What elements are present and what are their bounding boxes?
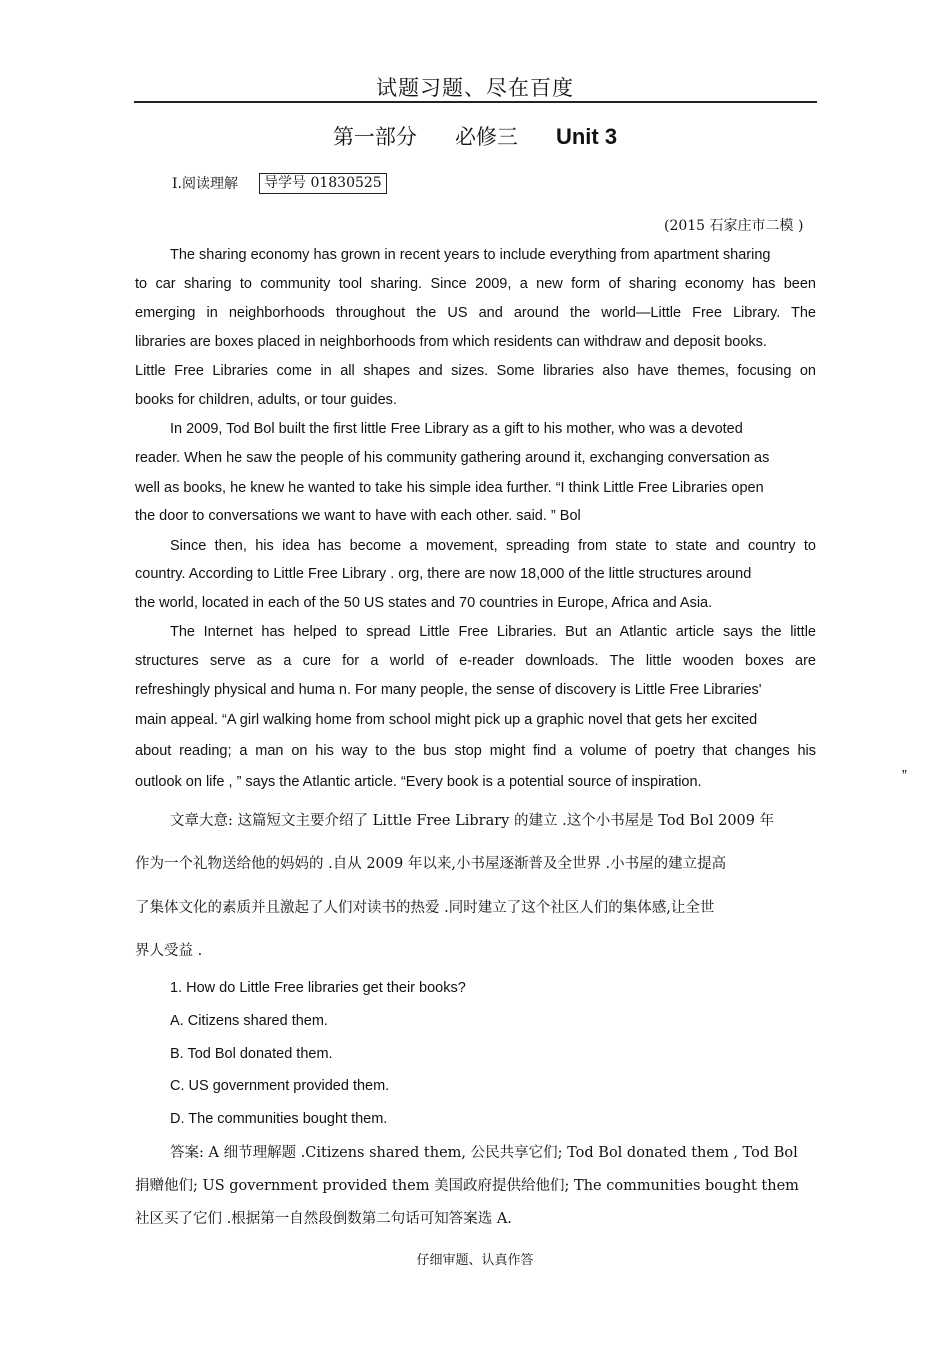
answer-line: 捐赠他们; US government provided them 美国政府提供给他们; The communities bought them [135, 1178, 799, 1194]
answer-line: 答案: A 细节理解题 .Citizens shared them, 公民共享它们; Tod Bol donated them , Tod Bol [170, 1145, 798, 1161]
header-divider [134, 101, 817, 103]
passage-line: to car sharing to community tool sharing. Since 2009, a new form of sharing economy has been [135, 276, 816, 292]
passage-line: refreshingly physical and huma n. For many people, the sense of discovery is Little Free Libraries' [135, 682, 762, 698]
passage-line: books for children, adults, or tour guides. [135, 392, 397, 408]
source-note: (2015 石家庄市二模 ) [664, 218, 804, 234]
passage-end-quote: ” [902, 768, 907, 784]
passage-line: The Internet has helped to spread Little Free Libraries. But an Atlantic article says the little [170, 624, 816, 640]
passage-line: country. According to Little Free Library . org, there are now 18,000 of the little structures around [135, 566, 752, 582]
option-c: C. US government provided them. [170, 1078, 390, 1094]
summary-line: 作为一个礼物送给他的妈妈的 .自从 2009 年以来,小书屋逐渐普及全世界 .小书屋的建立提高 [135, 856, 727, 872]
passage-line: well as books, he knew he wanted to take his simple idea further. “I think Little Free Libraries open [135, 480, 764, 496]
section-unit: Unit 3 [555, 124, 618, 149]
page-footer: 仔细审题、认真作答 [416, 1253, 534, 1268]
option-b: B. Tod Bol donated them. [170, 1046, 333, 1062]
option-a: A. Citizens shared them. [170, 1013, 328, 1029]
passage-line: reader. When he saw the people of his community gathering around it, exchanging conversation as [135, 450, 770, 466]
passage-line: Little Free Libraries come in all shapes and sizes. Some libraries also have themes, focusing on [135, 363, 816, 379]
option-d: D. The communities bought them. [170, 1111, 388, 1127]
summary-line: 界人受益 . [135, 943, 203, 959]
passage-line: about reading; a man on his way to the bus stop might find a volume of poetry that changes his [135, 743, 816, 759]
passage-line: the door to conversations we want to have with each other. said. ” Bol [135, 508, 581, 524]
passage-line: the world, located in each of the 50 US states and 70 countries in Europe, Africa and Asia. [135, 595, 713, 611]
passage-line: main appeal. “A girl walking home from school might pick up a graphic novel that gets her excited [135, 712, 758, 728]
passage-line: structures serve as a cure for a world of e-reader downloads. The little wooden boxes are [135, 653, 816, 669]
exercise-label: Ⅰ.阅读理解 [172, 176, 238, 192]
question-stem: 1. How do Little Free libraries get their books? [170, 980, 466, 996]
guide-code-box: 导学号 01830525 [259, 173, 387, 194]
passage-line: libraries are boxes placed in neighborhoods from which residents can withdraw and deposit books. [135, 334, 767, 350]
section-book: 必修三 [454, 125, 518, 149]
passage-line: emerging in neighborhoods throughout the US and around the world—Little Free Library. The [135, 305, 816, 321]
passage-line: In 2009, Tod Bol built the first little Free Library as a gift to his mother, who was a devoted [170, 421, 743, 437]
answer-line: 社区买了它们 .根据第一自然段倒数第二句话可知答案选 A. [135, 1211, 512, 1227]
summary-line: 了集体文化的素质并且激起了人们对读书的热爱 .同时建立了这个社区人们的集体感,让全世 [135, 900, 715, 916]
summary-line: 文章大意: 这篇短文主要介绍了 Little Free Library 的建立 .这个小书屋是 Tod Bol 2009 年 [170, 813, 775, 829]
page-header-title: 试题习题、尽在百度 [376, 76, 574, 100]
section-part: 第一部分 [332, 125, 417, 149]
passage-line: Since then, his idea has become a movement, spreading from state to state and country to [170, 538, 816, 554]
section-title [0, 121, 950, 151]
passage-line: The sharing economy has grown in recent years to include everything from apartment sharing [170, 247, 771, 263]
passage-line: outlook on life , ” says the Atlantic article. “Every book is a potential source of inspiration. [135, 774, 702, 790]
